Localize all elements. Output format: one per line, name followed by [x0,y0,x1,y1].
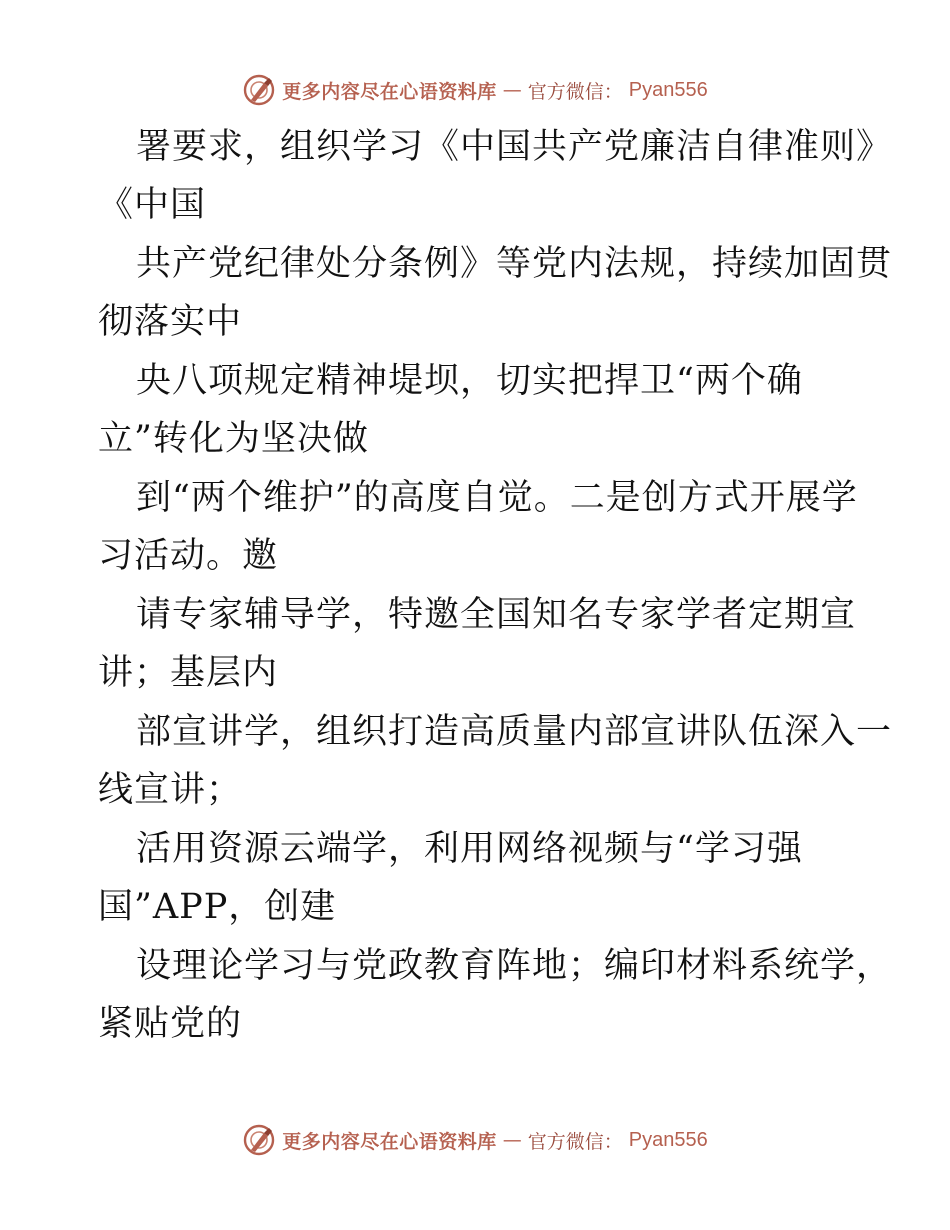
header-banner [0,70,950,110]
body-line: 央八项规定精神堤坝，切实把捍卫“两个确 [136,361,803,401]
body-line: 活用资源云端学，利用网络视频与“学习强 [136,829,803,869]
footer-wechat-id: Pyan556 [628,1128,708,1151]
header-brand-text: 更多内容尽在心语资料库 [282,80,497,103]
body-line: 紧贴党的 [98,1004,243,1044]
body-line: 讲；基层内 [98,653,279,693]
footer-wechat-label: 官方微信： [527,1130,623,1153]
body-line: 署要求，组织学习《中国共产党廉洁自律准则》 [136,127,893,167]
header-wechat-id: Pyan556 [628,78,708,101]
body-line: 《中国 [98,185,207,225]
pen-nib-logo-icon [242,1123,276,1157]
body-line: 立”转化为坚决做 [98,419,369,459]
body-line: 部宣讲学，组织打造高质量内部宣讲队伍深入一 [136,712,893,752]
header-dash: — [502,79,522,101]
body-line: 彻落实中 [98,302,243,342]
footer-brand-text: 更多内容尽在心语资料库 [282,1130,497,1153]
pen-nib-logo-icon [242,73,276,107]
body-line: 线宣讲； [98,770,243,810]
body-line: 国”APP，创建 [98,887,337,927]
header-wechat-label: 官方微信： [527,80,623,103]
footer-dash: — [502,1129,522,1151]
body-line: 请专家辅导学，特邀全国知名专家学者定期宣 [136,595,857,635]
body-line: 共产党纪律处分条例》等党内法规，持续加固贯 [136,244,893,284]
body-line: 到“两个维护”的高度自觉。二是创方式开展学 [136,478,858,518]
footer-banner [0,1120,950,1160]
body-line: 设理论学习与党政教育阵地；编印材料系统学， [136,946,893,986]
body-line: 习活动。邀 [98,536,279,576]
